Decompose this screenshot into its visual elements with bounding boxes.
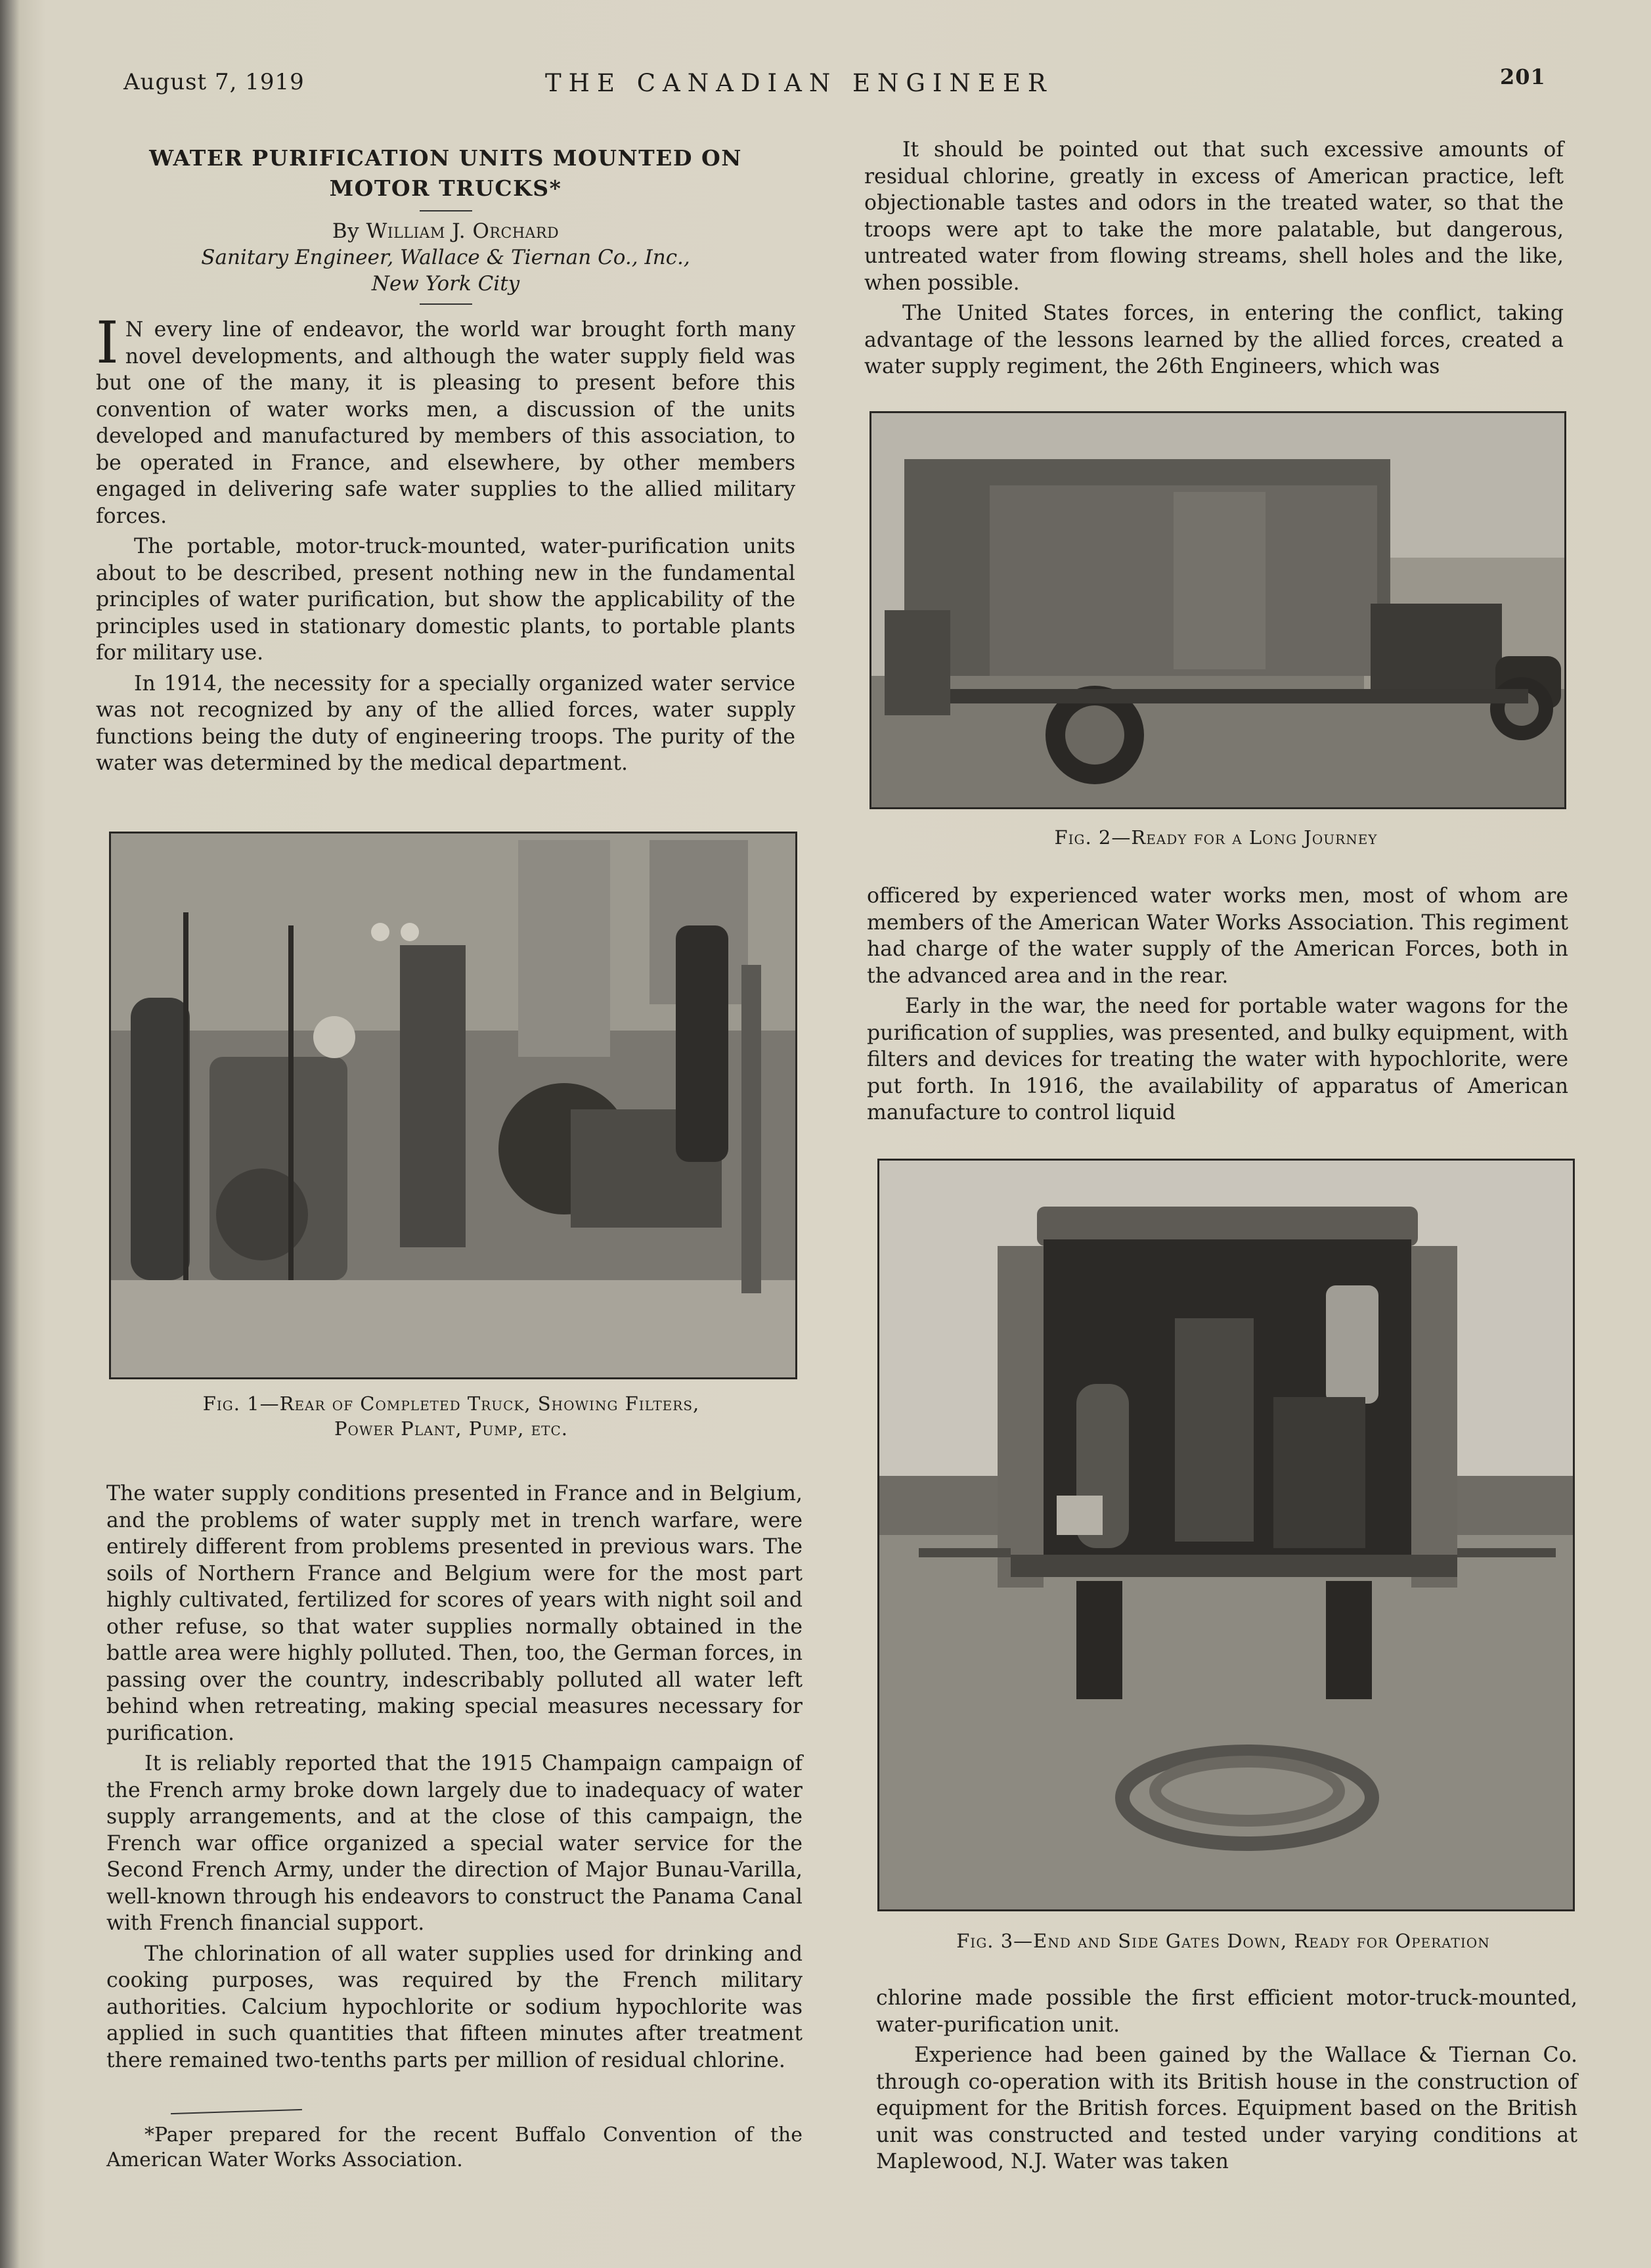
header-date: August 7, 1919: [123, 69, 305, 95]
paragraph-5: It is reliably reported that the 1915 Champaign campaign of the French army broke down largely due to inadequacy of water supply arrangements, and at the close of this campaign, the French war office organized a special water service for the Second French Army, under the direction of Major Bunau-Varilla, well-known through his endeavors to construct the Panama Canal with French financial support.: [106, 1752, 803, 1935]
figure-3-photo: [877, 1159, 1575, 1911]
byline-prefix: By: [332, 219, 360, 243]
paragraph-r6: Experience had been gained by the Wallace & Tiernan Co. through co-operation with its British house in the construction of equipment for the British forces. Equipment based on the British unit was constructed and tested under varying conditions at Maplewood, N.J. Water was taken: [876, 2043, 1577, 2173]
left-column-top: [96, 143, 795, 777]
paragraph-r4: Early in the war, the need for portable water wagons for the purification of supplies, was presented, and bulky equipment, with filters and devices for treating the water with hypochlorite, were put forth. In 1916, the availability of apparatus of American manufacture to control liquid: [867, 994, 1568, 1124]
right-column-bottom: [876, 1985, 1577, 2175]
paragraph-4: The water supply conditions presented in France and in Belgium, and the problems of water supply met in trench warfare, were entirely different from problems presented in previous wars. The soils of Northern France and Belgium were for the most part highly cultivated, fertilized for scores of years with night soil and other refuse, so that water supplies normally obtained in the battle area were highly polluted. Then, too, the German forces, in passing over the country, indescribably polluted all water left behind when retreating, making special measures necessary for purification.: [106, 1482, 803, 1745]
paragraph-3: In 1914, the necessity for a specially organized water service was not recognized by any of the allied forces, water supply functions being the duty of engineering troops. The purity of the water was determined by the medical department.: [96, 671, 795, 775]
title-rule: [420, 210, 472, 211]
figure-1-photo: [109, 832, 797, 1379]
article-title-line-1: WATER PURIFICATION UNITS MOUNTED ON: [149, 145, 742, 171]
drop-cap: I: [96, 309, 119, 376]
article-title: [96, 143, 795, 204]
header-page-number: 201: [1500, 64, 1546, 89]
right-column-middle: [867, 883, 1568, 1126]
header-journal-title: THE CANADIAN ENGINEER: [545, 69, 1053, 97]
figure-2-caption: [870, 825, 1562, 850]
author-affiliation-1: Sanitary Engineer, Wallace & Tiernan Co., Inc.,: [201, 246, 690, 269]
paragraph-r5: chlorine made possible the first efficient motor-truck-mounted, water-purification unit.: [876, 1986, 1577, 2037]
author-name: William J. Orchard: [366, 219, 560, 243]
article-title-line-2: MOTOR TRUCKS*: [329, 175, 562, 201]
figure-1-caption: [109, 1391, 793, 1441]
paragraph-1-text: N every line of endeavor, the world war brought forth many novel developments, and although the water supply field was but one of the many, it is pleasing to present before this convention of water works men, a discussion of the units developed and manufactured by members of this association, to be operated in France, and elsewhere, by other members engaged in delivering safe water supplies to the allied military forces.: [96, 318, 795, 528]
figure-1-caption-line-1: Fig. 1—Rear of Completed Truck, Showing Filters,: [202, 1392, 700, 1415]
figure-3-caption-text: Fig. 3—End and Side Gates Down, Ready for Operation: [956, 1930, 1490, 1952]
left-column-bottom: [106, 1480, 803, 2074]
paragraph-2: The portable, motor-truck-mounted, water-purification units about to be described, present nothing new in the fundamental principles of water purification, but show the applicability of the principles used in stationary domestic plants, to portable plants for military use.: [96, 535, 795, 665]
footnote: [106, 2123, 803, 2173]
author-affiliation-2: New York City: [371, 272, 520, 296]
paragraph-r3: officered by experienced water works men, most of whom are members of the American Water Works Association. This regiment had charge of the water supply of the American Forces, both in the advanced area and in the rear.: [867, 884, 1568, 988]
figure-3-caption: [867, 1928, 1579, 1953]
figure-2-caption-text: Fig. 2—Ready for a Long Journey: [1054, 826, 1378, 849]
footnote-text: *Paper prepared for the recent Buffalo Convention of the American Water Works Association.: [106, 2123, 803, 2171]
byline-rule: [420, 303, 472, 305]
paragraph-1: [96, 309, 795, 529]
paragraph-r2: The United States forces, in entering the conflict, taking advantage of the lessons learned by the allied forces, created a water supply regiment, the 26th Engineers, which was: [864, 301, 1564, 378]
paragraph-r1: It should be pointed out that such excessive amounts of residual chlorine, greatly in excess of American practice, left objectionable tastes and odors in the treated water, so that the troops were apt to take the more palatable, but dangerous, untreated water from flowing streams, shell holes and the like, when possible.: [864, 138, 1564, 295]
paragraph-6: The chlorination of all water supplies used for drinking and cooking purposes, was required by the French military authorities. Calcium hypochlorite or sodium hypochlorite was applied in such quantities that fifteen minutes after treatment there remained two-tenths parts per million of residual chlorine.: [106, 1942, 803, 2072]
byline: [96, 218, 795, 244]
figure-2-photo: [870, 411, 1566, 809]
figure-1-caption-line-2: Power Plant, Pump, etc.: [334, 1417, 569, 1440]
right-column-top: [864, 137, 1564, 380]
footnote-rule: [171, 2109, 302, 2114]
